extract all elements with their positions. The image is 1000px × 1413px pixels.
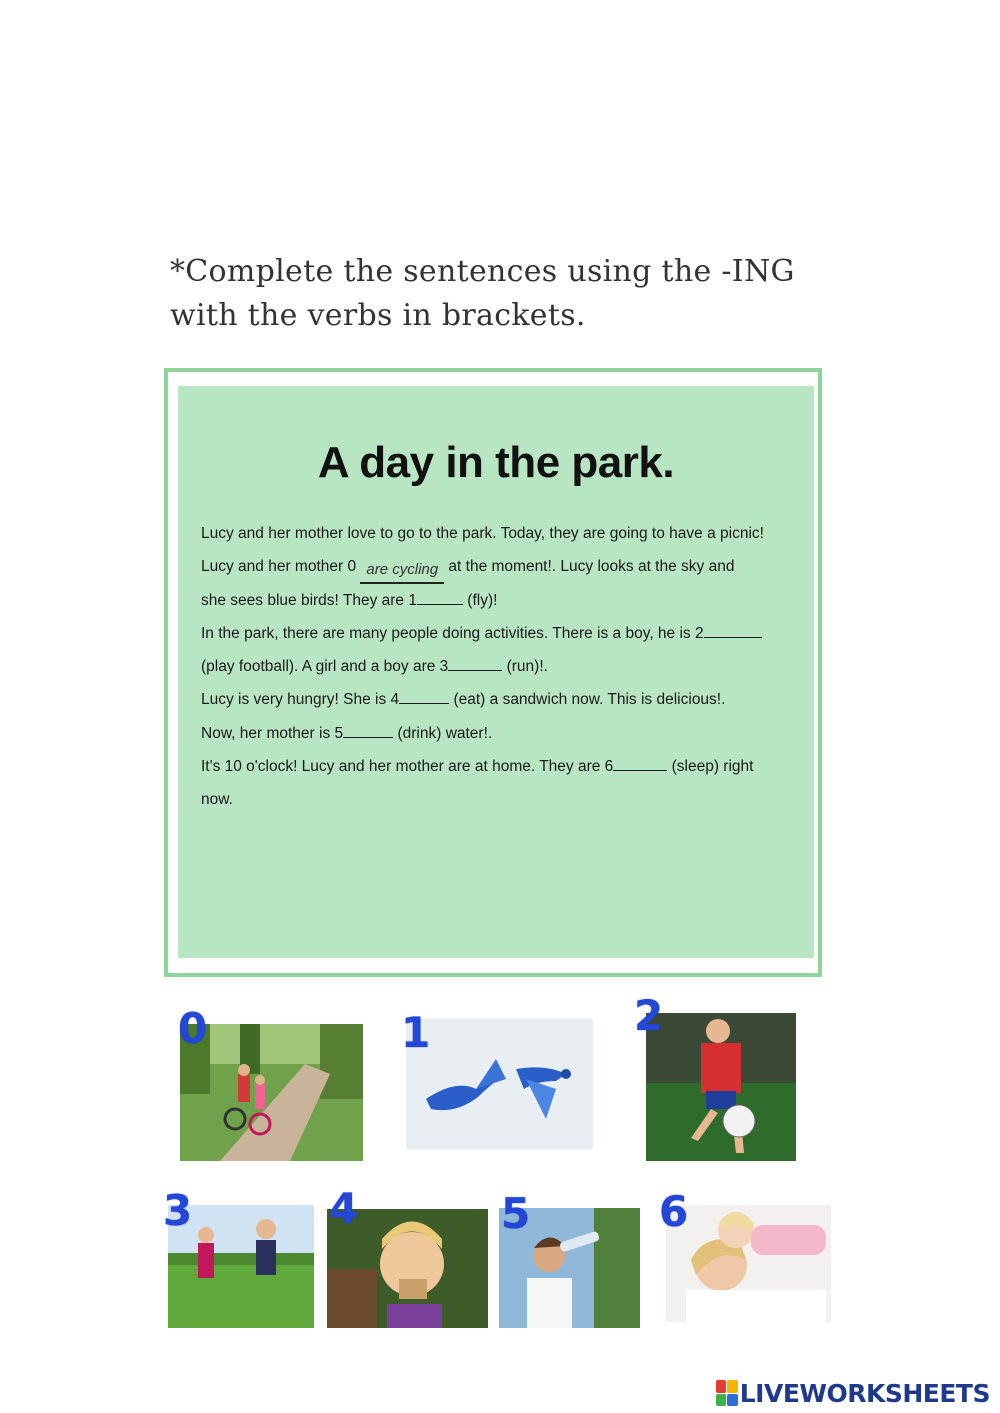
story-text-span: Now, her mother is 5 xyxy=(201,724,344,742)
story-text-span: at the moment!. Lucy looks at the sky and xyxy=(444,558,735,576)
picture-number-0: 0 xyxy=(178,1004,208,1053)
football-illustration xyxy=(646,1013,796,1161)
picture-sleeping xyxy=(666,1205,831,1322)
picture-number-4: 4 xyxy=(329,1184,359,1233)
answer-blank-5[interactable] xyxy=(343,723,393,738)
instruction-line-1: *Complete the sentences using the -ING xyxy=(170,254,795,289)
story-line xyxy=(201,755,813,788)
picture-number-5: 5 xyxy=(501,1189,531,1238)
picture-football xyxy=(646,1013,796,1161)
story-text-span: she sees blue birds! They are 1 xyxy=(201,591,417,609)
cycling-illustration xyxy=(180,1024,363,1161)
answer-example-0: are cycling xyxy=(360,558,444,584)
story-line xyxy=(201,688,813,721)
story-line xyxy=(201,655,813,688)
story-text-span: In the park, there are many people doing activities. There is a boy, he is 2 xyxy=(201,624,704,642)
story-text-span: (eat) a sandwich now. This is delicious!. xyxy=(449,691,726,709)
picture-number-3: 3 xyxy=(163,1186,193,1235)
answer-blank-2[interactable] xyxy=(704,623,762,638)
worksheet-title: A day in the park. xyxy=(317,438,675,487)
story-text-span: Lucy is very hungry! She is 4 xyxy=(201,691,400,709)
story-line xyxy=(201,555,813,588)
story-line xyxy=(201,589,813,622)
picture-number-1: 1 xyxy=(401,1008,431,1057)
picture-number-6: 6 xyxy=(659,1187,689,1236)
story-text-span: Lucy and her mother love to go to the park. Today, they are going to have a picnic! xyxy=(201,525,764,542)
picture-cycling xyxy=(180,1024,363,1161)
story-text-span: Lucy and her mother 0 xyxy=(201,558,361,576)
story-text-span: (sleep) right xyxy=(667,758,754,776)
story-line xyxy=(201,522,813,555)
story-line xyxy=(201,788,813,821)
story-line xyxy=(201,622,813,655)
story-text-span: now. xyxy=(201,791,233,809)
sleeping-illustration xyxy=(666,1205,831,1322)
picture-birds xyxy=(406,1019,593,1149)
story-text xyxy=(201,522,813,822)
picture-number-2: 2 xyxy=(634,991,664,1040)
brand-name: LIVEWORKSHEETS xyxy=(739,1378,990,1408)
story-text-span: (fly)! xyxy=(462,591,498,609)
answer-blank-4[interactable] xyxy=(399,689,449,704)
birds-illustration xyxy=(406,1019,593,1149)
story-line xyxy=(201,722,813,755)
story-text-span: It's 10 o'clock! Lucy and her mother are at home. They are 6 xyxy=(201,758,614,776)
story-text-span: (play football). A girl and a boy are 3 xyxy=(201,658,449,676)
story-text-span: (run)!. xyxy=(502,658,548,676)
brand-footer xyxy=(716,1376,990,1410)
instruction-line-2: with the verbs in brackets. xyxy=(170,298,586,333)
answer-blank-1[interactable] xyxy=(417,590,463,605)
instruction-text xyxy=(170,250,870,338)
answer-blank-6[interactable] xyxy=(613,756,667,771)
liveworksheets-logo-icon xyxy=(716,1380,738,1406)
answer-blank-3[interactable] xyxy=(448,656,502,671)
story-text-span: (drink) water!. xyxy=(393,724,493,742)
